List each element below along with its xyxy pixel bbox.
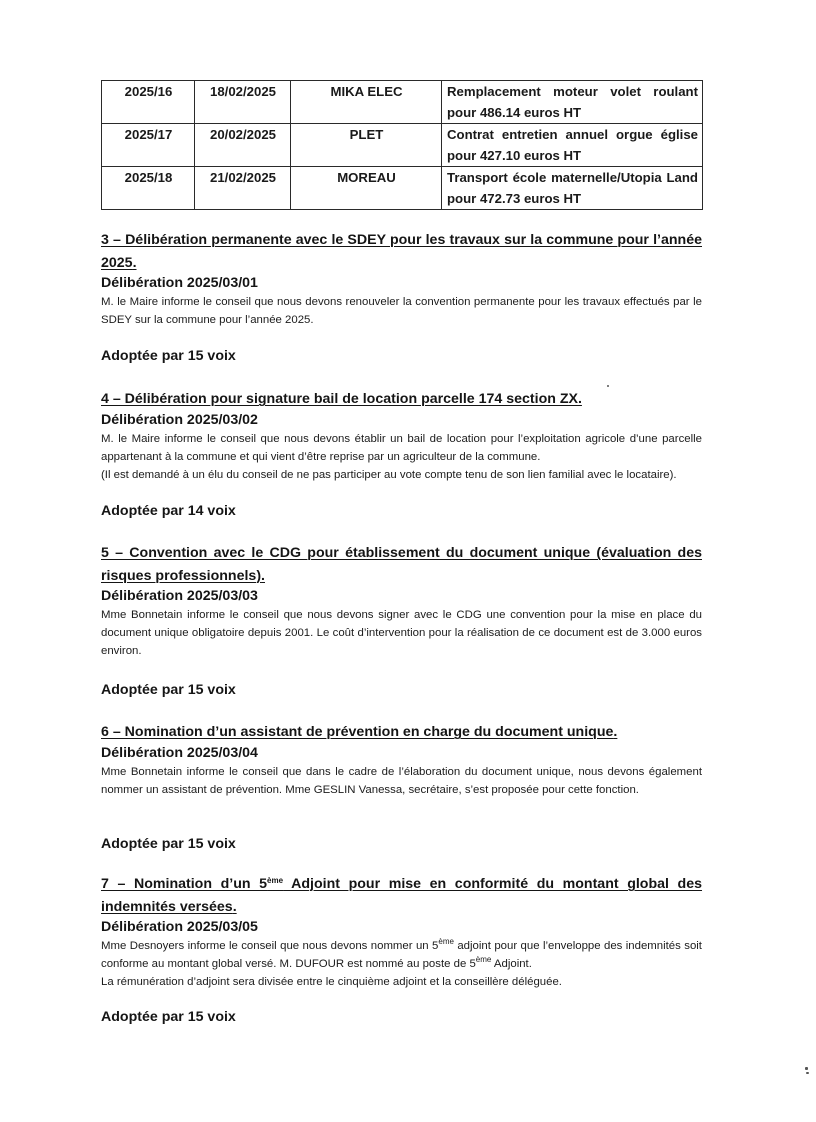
section-4 bbox=[101, 388, 702, 484]
table-row bbox=[102, 167, 703, 210]
section-body: Mme Desnoyers informe le conseil que nous devons nommer un 5ème adjoint pour que l’enveloppe des indemnités soit conforme au montant global versé. M. DUFOUR est nommé au poste de 5ème Adjoint. bbox=[101, 937, 702, 970]
section-heading: 5 – Convention avec le CDG pour établissement du document unique (évaluation des risques professionnels). bbox=[101, 545, 702, 584]
purchase-orders-table bbox=[101, 80, 703, 210]
order-date-cell: 20/02/2025 bbox=[195, 124, 291, 167]
vote-result: Adoptée par 14 voix bbox=[101, 503, 236, 519]
section-body-note: (Il est demandé à un élu du conseil de ne pas participer au vote compte tenu de son lien familial avec le locataire). bbox=[101, 468, 677, 481]
deliberation-number: Délibération 2025/03/01 bbox=[101, 275, 258, 291]
section-body: Mme Bonnetain informe le conseil que nous devons signer avec le CDG une convention pour la mise en place du document unique obligatoire depuis 2001. Le coût d’intervention pour la réalisation de ce document est de 3.000 euros environ. bbox=[101, 609, 702, 657]
supplier-cell: MIKA ELEC bbox=[291, 81, 442, 124]
order-number-cell: 2025/17 bbox=[102, 124, 195, 167]
section-heading: 7 – Nomination d’un 5ème Adjoint pour mise en conformité du montant global des indemnités versées. bbox=[101, 876, 703, 915]
description-cell: Contrat entretien annuel orgue église pour 427.10 euros HT bbox=[442, 124, 703, 167]
section-body: Mme Bonnetain informe le conseil que dans le cadre de l’élaboration du document unique, nous devons également nommer un assistant de prévention. Mme GESLIN Vanessa, secrétaire, s’est proposée pour cette fonction. bbox=[101, 765, 702, 796]
section-heading: 4 – Délibération pour signature bail de location parcelle 174 section ZX. bbox=[101, 391, 582, 407]
section-3 bbox=[101, 229, 702, 329]
vote-result: Adoptée par 15 voix bbox=[101, 682, 236, 698]
section-body: M. le Maire informe le conseil que nous devons établir un bail de location pour l’exploitation agricole d’une parcelle appartenant à la commune et qui vient d’être reprise par un agriculteur de la commune. bbox=[101, 432, 702, 463]
section-body-note: La rémunération d’adjoint sera divisée entre le cinquième adjoint et la conseillère déléguée. bbox=[101, 976, 562, 988]
deliberation-number: Délibération 2025/03/05 bbox=[101, 919, 258, 935]
scan-speck bbox=[806, 1072, 809, 1074]
table-row bbox=[102, 124, 703, 167]
section-7 bbox=[101, 873, 702, 991]
order-date-cell: 21/02/2025 bbox=[195, 167, 291, 210]
section-6 bbox=[101, 721, 702, 799]
deliberation-number: Délibération 2025/03/03 bbox=[101, 588, 258, 604]
scan-speck bbox=[607, 385, 609, 387]
deliberation-number: Délibération 2025/03/02 bbox=[101, 411, 258, 428]
order-number-cell: 2025/16 bbox=[102, 81, 195, 124]
vote-result: Adoptée par 15 voix bbox=[101, 836, 236, 852]
section-heading: 3 – Délibération permanente avec le SDEY pour les travaux sur la commune pour l’année 2025. bbox=[101, 232, 702, 271]
description-cell: Transport école maternelle/Utopia Land pour 472.73 euros HT bbox=[442, 167, 703, 210]
scan-speck bbox=[805, 1067, 808, 1070]
section-5 bbox=[101, 542, 702, 660]
vote-result: Adoptée par 15 voix bbox=[101, 348, 236, 364]
order-date-cell: 18/02/2025 bbox=[195, 81, 291, 124]
order-number-cell: 2025/18 bbox=[102, 167, 195, 210]
supplier-cell: MOREAU bbox=[291, 167, 442, 210]
vote-result: Adoptée par 15 voix bbox=[101, 1009, 236, 1025]
section-body: M. le Maire informe le conseil que nous devons renouveler la convention permanente pour les travaux effectués par le SDEY sur la commune pour l’année 2025. bbox=[101, 296, 702, 326]
description-cell: Remplacement moteur volet roulant pour 486.14 euros HT bbox=[442, 81, 703, 124]
supplier-cell: PLET bbox=[291, 124, 442, 167]
section-heading: 6 – Nomination d’un assistant de prévention en charge du document unique. bbox=[101, 724, 618, 740]
table-row bbox=[102, 81, 703, 124]
deliberation-number: Délibération 2025/03/04 bbox=[101, 744, 258, 761]
